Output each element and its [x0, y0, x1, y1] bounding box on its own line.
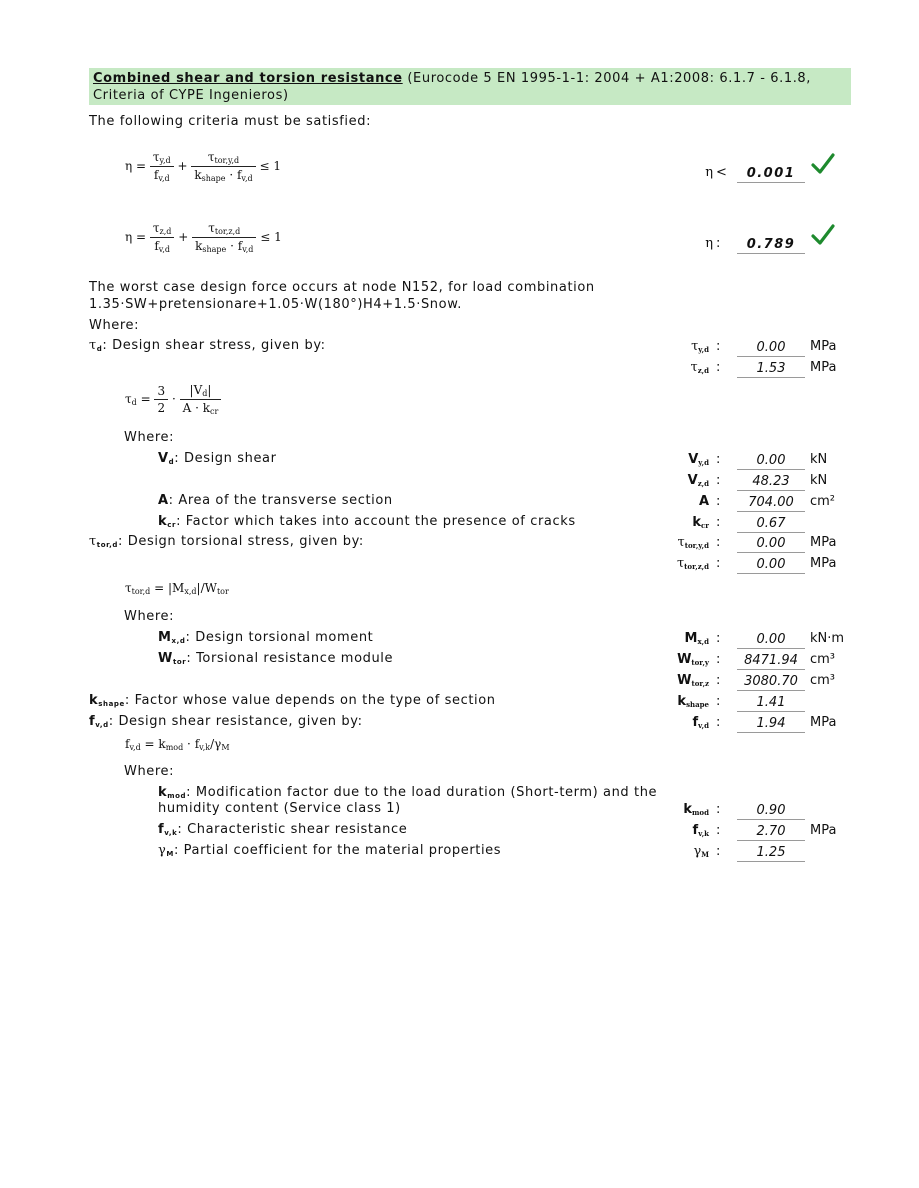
where-label: Where:: [124, 609, 175, 624]
sub: M: [701, 850, 709, 859]
sym: k: [158, 514, 168, 529]
eq: =: [154, 581, 165, 595]
tau-sub: y,d: [159, 156, 171, 165]
sym: γ: [158, 843, 167, 858]
f-sym-2: f: [237, 239, 243, 253]
colon: :: [716, 494, 721, 509]
kmod-description-2: humidity content (Service class 1): [158, 801, 401, 816]
area-symbol: [699, 494, 709, 509]
check-value-2: 0.789: [737, 237, 805, 254]
m: M: [172, 581, 185, 595]
check-value-1: 0.001: [737, 166, 805, 183]
row-sub: d: [96, 345, 103, 353]
kcr-symbol: [692, 515, 709, 530]
wtor-y-unit: cm³: [810, 652, 836, 667]
sym: M: [684, 631, 698, 646]
tau-tor-formula: $\tau_{tor,d} = |M_{x,d}|/W_{tor}$: [125, 581, 229, 596]
k-sym: k: [194, 168, 202, 182]
sub: tor,d: [96, 541, 119, 549]
checkmark-icon: [811, 223, 835, 251]
row-symbol: τ: [89, 338, 97, 353]
tau-yd-symbol: [691, 339, 709, 354]
lhs: f: [125, 737, 130, 751]
sub: y,d: [698, 345, 709, 354]
tau-tor-y-symbol: [678, 535, 709, 550]
gamma-m-symbol: [693, 844, 709, 859]
lhs-sub: tor,d: [131, 587, 151, 596]
mxd-description: [158, 630, 373, 645]
dot: ·: [187, 737, 191, 751]
kmod-value: 0.90: [737, 803, 805, 820]
wtor-z-unit: cm³: [810, 673, 836, 688]
desc: : Design shear: [174, 451, 277, 466]
fvd-symbol: [693, 715, 709, 730]
lhs-sub: v,d: [129, 743, 141, 752]
where-label: Where:: [89, 318, 140, 333]
check-op-1: <: [716, 165, 727, 180]
area-value: 704.00: [737, 495, 805, 512]
lhs: τ: [125, 392, 132, 406]
where-label: Where:: [124, 430, 175, 445]
tau-yd-unit: MPa: [810, 339, 837, 354]
desc: : Characteristic shear resistance: [177, 822, 408, 837]
tau-tor-sub: tor,y,d: [214, 156, 240, 165]
check-op-2: :: [716, 236, 721, 251]
sub: v,k: [164, 829, 178, 837]
f-sub-2: v,d: [242, 245, 254, 254]
f: f: [194, 737, 200, 751]
slash: /: [210, 737, 215, 751]
sym: A: [698, 494, 709, 509]
colon: :: [716, 652, 721, 667]
sub: tor: [172, 658, 187, 666]
kmod-symbol: [683, 802, 709, 817]
leq-one: ≤ 1: [259, 159, 281, 173]
k: k: [158, 737, 166, 751]
sym: k: [692, 515, 702, 530]
sym: V: [687, 473, 698, 488]
vd-sub: d: [202, 389, 208, 398]
tau-zd-unit: MPa: [810, 360, 837, 375]
k-sub: shape: [202, 245, 227, 254]
desc: : Design torsional stress, given by:: [118, 534, 364, 549]
sub: z,d: [697, 366, 709, 375]
desc: : Area of the transverse section: [168, 493, 393, 508]
sub: shape: [98, 700, 125, 708]
k-sub: shape: [201, 174, 226, 183]
sub: tor,z: [691, 679, 709, 688]
row-desc: : Design shear stress, given by:: [102, 338, 326, 353]
wtor-z-value: 3080.70: [737, 674, 805, 691]
f-sym: f: [154, 239, 159, 253]
eq: =: [144, 737, 155, 751]
area-unit: cm²: [810, 494, 836, 509]
section-title: Combined shear and torsion resistance: [93, 71, 403, 86]
colon: :: [716, 673, 721, 688]
fvk-unit: MPa: [810, 823, 837, 838]
wtor-y-value: 8471.94: [737, 653, 805, 670]
vzd-unit: kN: [810, 473, 828, 488]
sub: shape: [686, 700, 709, 709]
sym: W: [158, 651, 173, 666]
colon: :: [716, 694, 721, 709]
sym: V: [688, 452, 699, 467]
desc: : Factor whose value depends on the type of section: [124, 693, 496, 708]
tau-zd-value: 1.53: [737, 361, 805, 378]
sym: τ: [677, 535, 685, 550]
sym: V: [158, 451, 169, 466]
sym: k: [683, 802, 693, 817]
sym: γ: [693, 844, 702, 859]
tau-tor-description: [89, 534, 364, 549]
slash: /: [200, 581, 205, 595]
mxd-value: 0.00: [737, 632, 805, 649]
kshape-description: [89, 693, 496, 708]
tau-tor-z-unit: MPa: [810, 556, 837, 571]
eq: =: [140, 392, 151, 406]
f-sub: v,d: [158, 174, 170, 183]
sym: f: [692, 823, 699, 838]
desc: : Factor which takes into account the presence of cracks: [176, 514, 576, 529]
worst-case-line-2: 1.35·SW+pretensionare+1.05·W(180°)H4+1.5·Snow.: [89, 297, 462, 312]
a: A · k: [182, 401, 210, 415]
sub: v,d: [95, 721, 109, 729]
fvk-symbol: [693, 823, 709, 838]
colon: :: [716, 515, 721, 530]
formula-lhs: η =: [125, 159, 147, 173]
sym: τ: [676, 556, 685, 571]
sub: z,d: [697, 479, 709, 488]
check-formula-1: η = $\frac{\tau_{y,d}}{f_{v,d}}$ + $\frac{\tau_{tor,y,d}}{k_{shape} \cdot f_{v,d}}$ ≤ 1: [125, 150, 281, 183]
colon: :: [716, 823, 721, 838]
sym: k: [677, 694, 687, 709]
desc: : Torsional resistance module: [186, 651, 394, 666]
sub: v,k: [698, 829, 709, 838]
sym: A: [158, 493, 169, 508]
lhs-sub: d: [131, 398, 137, 407]
sub: tor,y,d: [684, 541, 709, 550]
sym: f: [692, 715, 699, 730]
vyd-value: 0.00: [737, 453, 805, 470]
desc: : Design torsional moment: [185, 630, 374, 645]
tau-zd-symbol: [690, 360, 709, 375]
vyd-unit: kN: [810, 452, 828, 467]
sub: cr: [167, 521, 177, 529]
kshape-symbol: [677, 694, 709, 709]
eta-symbol-2: η: [705, 236, 713, 251]
mxd-unit: kN·m: [810, 631, 845, 646]
vd: V: [193, 383, 203, 397]
f-sub-2: v,d: [241, 174, 253, 183]
sub: v,d: [698, 721, 709, 730]
f-sub: v,d: [158, 245, 170, 254]
code-reference: (Eurocode 5 EN 1995-1-1: 2004 + A1:2008: 6.1.7 - 6.1.8,: [402, 71, 812, 86]
k-sym: k: [195, 239, 203, 253]
w: W: [204, 581, 217, 595]
tau-tor-z-symbol: [677, 556, 709, 571]
colon: :: [716, 535, 721, 550]
tau-d-formula: $\tau_d$ = $\frac{3}{2}$ · $\frac{|V_d|}{A \cdot k_{cr}}$: [125, 383, 221, 416]
sub: x,d: [171, 637, 186, 645]
vyd-symbol: [688, 452, 709, 467]
header-line-1: [93, 71, 811, 86]
wtor-z-symbol: [677, 673, 709, 688]
tau-tor-sym: τ: [208, 221, 215, 235]
sub: tor,y: [691, 658, 709, 667]
fvd-unit: MPa: [810, 715, 837, 730]
a-sub: cr: [210, 407, 219, 416]
tau-sym: τ: [152, 150, 160, 164]
tau-tor-y-value: 0.00: [737, 536, 805, 553]
fvd-description: [89, 714, 363, 729]
fvd-formula: [125, 737, 230, 752]
colon: :: [716, 631, 721, 646]
formula-lhs: η =: [125, 230, 147, 244]
sym: k: [158, 785, 168, 800]
sub: x,d: [697, 637, 709, 646]
tau-sub: z,d: [159, 227, 172, 236]
leq-one: ≤ 1: [260, 230, 282, 244]
f-sym: f: [153, 168, 159, 182]
sym: M: [158, 630, 172, 645]
colon: :: [716, 715, 721, 730]
sym: τ: [691, 339, 699, 354]
lhs: τ: [125, 581, 132, 595]
colon: :: [716, 360, 721, 375]
sub: M: [166, 850, 174, 858]
wtor-description: [158, 651, 393, 666]
sym: τ: [89, 534, 97, 549]
tau-d-description: [89, 338, 326, 353]
dot: ·: [171, 392, 176, 406]
colon: :: [716, 473, 721, 488]
colon: :: [716, 452, 721, 467]
f-sym-2: f: [236, 168, 242, 182]
colon: :: [716, 844, 721, 859]
colon: :: [716, 339, 721, 354]
w-sub: tor: [216, 587, 229, 596]
sub: mod: [167, 792, 187, 800]
vzd-symbol: [688, 473, 709, 488]
sub: mod: [692, 808, 709, 817]
k-sub: mod: [165, 743, 184, 752]
gamma-m-description: [158, 843, 501, 858]
wtor-y-symbol: [677, 652, 709, 667]
sub: d: [168, 458, 175, 466]
tau-tor-sym: τ: [207, 150, 215, 164]
den: 2: [157, 401, 166, 415]
where-label: Where:: [124, 764, 175, 779]
desc: : Modification factor due to the load duration (Short-term) and the: [186, 785, 658, 800]
desc: : Partial coefficient for the material properties: [173, 843, 502, 858]
worst-case-line-1: The worst case design force occurs at node N152, for load combination: [89, 280, 595, 295]
sym: W: [677, 652, 692, 667]
sym: τ: [690, 360, 698, 375]
tau-tor-y-unit: MPa: [810, 535, 837, 550]
colon: :: [716, 556, 721, 571]
f-sub: v,k: [199, 743, 211, 752]
vzd-value: 48.23: [737, 474, 805, 491]
g: γ: [214, 737, 222, 751]
sym: f: [158, 822, 165, 837]
fvk-description: [158, 822, 407, 837]
desc: : Design shear resistance, given by:: [108, 714, 363, 729]
area-description: [158, 493, 393, 508]
mxd-symbol: [685, 631, 709, 646]
checkmark-icon: [811, 152, 835, 180]
section-header: [89, 68, 851, 105]
colon: :: [716, 802, 721, 817]
sym: k: [89, 693, 99, 708]
tau-tor-z-value: 0.00: [737, 557, 805, 574]
kcr-description: [158, 514, 576, 529]
fvd-value: 1.94: [737, 716, 805, 733]
eta-symbol-1: η: [705, 165, 713, 180]
gamma-m-value: 1.25: [737, 845, 805, 862]
header-line-2: Criteria of CYPE Ingenieros): [93, 88, 289, 103]
intro-text: The following criteria must be satisfied:: [89, 114, 372, 129]
kmod-description-1: [158, 785, 657, 800]
sub: y,d: [698, 458, 709, 467]
m-sub: x,d: [184, 587, 197, 596]
check-formula-2: η = $\frac{\tau_{z,d}}{f_{v,d}}$ + $\frac{\tau_{tor,z,d}}{k_{shape} \cdot f_{v,d}}$ ≤ 1: [125, 221, 282, 254]
kshape-value: 1.41: [737, 695, 805, 712]
g-sub: M: [221, 743, 230, 752]
tau-sym: τ: [152, 221, 160, 235]
sub: tor,z,d: [684, 562, 709, 571]
fvk-value: 2.70: [737, 824, 805, 841]
tau-tor-sub: tor,z,d: [214, 227, 241, 236]
sub: cr: [701, 521, 709, 530]
sym: f: [89, 714, 96, 729]
sym: W: [677, 673, 692, 688]
kcr-value: 0.67: [737, 516, 805, 533]
num: 3: [154, 384, 168, 400]
tau-yd-value: 0.00: [737, 340, 805, 357]
vd-description: [158, 451, 277, 466]
